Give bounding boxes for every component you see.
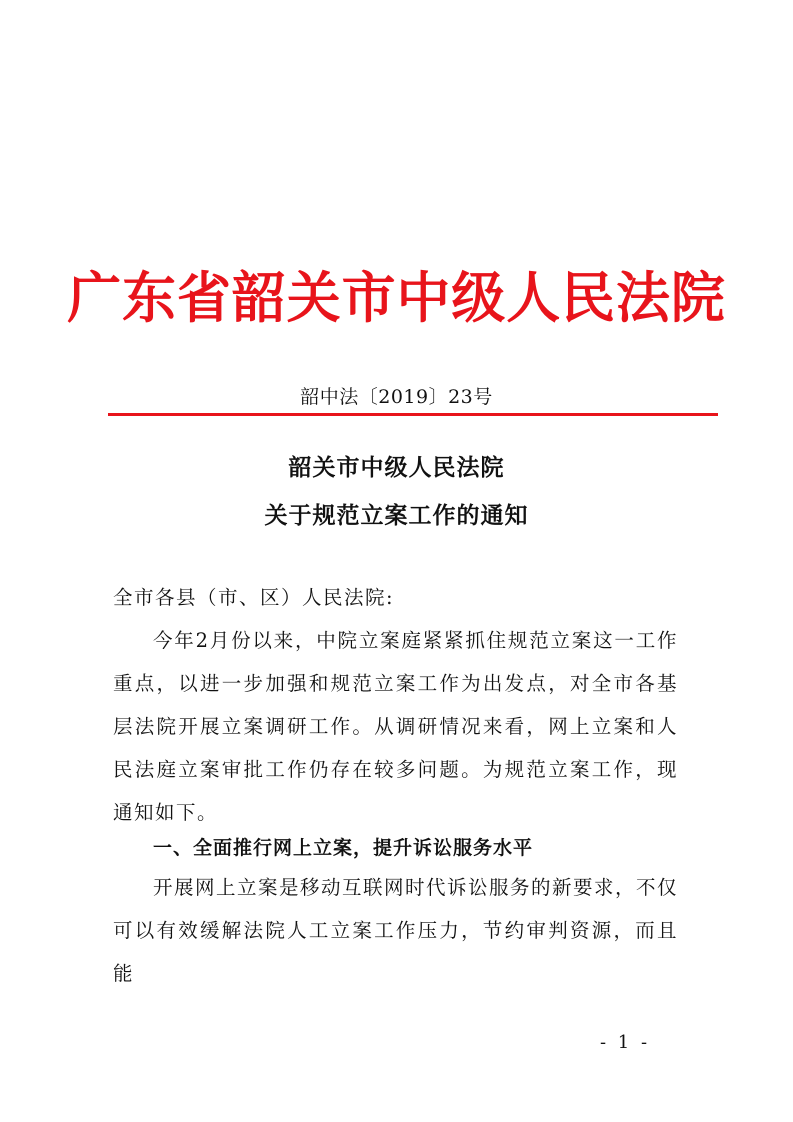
section-heading-1: 一、全面推行网上立案，提升诉讼服务水平 — [153, 837, 534, 859]
page-number: - 1 - — [600, 1032, 651, 1053]
document-number: 韶中法〔2019〕23号 — [300, 386, 493, 408]
red-divider-rule — [108, 413, 718, 416]
salutation: 全市各县（市、区）人民法院: — [113, 586, 395, 609]
document-title-line-1: 韶关市中级人民法院 — [288, 455, 505, 481]
document-title-line-2: 关于规范立案工作的通知 — [264, 503, 529, 529]
body-paragraph-2: 开展网上立案是移动互联网时代诉讼服务的新要求，不仅可以有效缓解法院人工立案工作压力，节约审判资源，而且能 — [113, 876, 679, 985]
masthead-title: 广东省韶关市中级人民法院 — [67, 266, 726, 330]
body-paragraph-1: 今年2月份以来，中院立案庭紧紧抓住规范立案这一工作重点，以进一步加强和规范立案工作为出发点，对全市各基层法院开展立案调研工作。从调研情况来看，网上立案和人民法庭立案审批工作仍存在较多问题。为规范立案工作，现通知如下。 — [113, 629, 678, 824]
